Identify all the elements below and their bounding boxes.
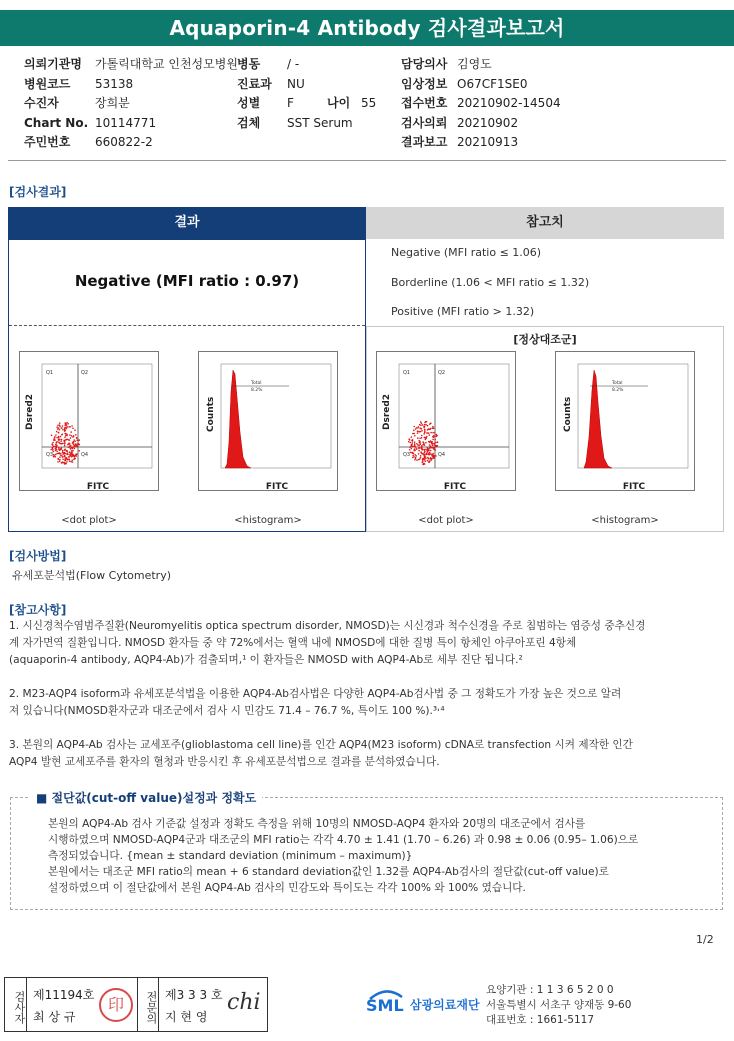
recipient-label: 수진자 [24,96,59,110]
hist-total: Total [612,381,623,386]
sex-value: F [287,96,294,110]
report-date-value: 20210913 [457,135,519,149]
chart-label: Chart No. [24,116,89,130]
ref-borderline: Borderline (1.06 < MFI ratio ≤ 1.32) [391,276,590,289]
scatter-cluster [50,422,80,465]
id-value: 660822-2 [95,135,153,149]
reference-column-header: 참고치 [366,207,724,239]
cutoff-line-2: 시행하였으며 NMOSD-AQP4군과 대조군의 MFI ratio는 각각 4.70 ± 1.41 (1.70 – 6.26) 과 0.98 ± 0.06 (0.95– 1.06)으로 [48,834,639,846]
cutoff-title: ■ 절단값(cut-off value)설정과 정확도 [30,789,262,806]
institution-value: 가톨릭대학교 인천성모병원 [95,57,238,71]
institution-label: 의뢰기관명 [24,57,82,71]
org-name: 삼광의료재단 [410,998,480,1012]
q2-label: Q2 [81,370,89,376]
note-3-line-2: AQP4 발현 교세포주를 환자의 혈청과 반응시킨 후 유세포분석법으로 결과를 분석하였습니다. [9,756,440,768]
control-histogram [555,351,695,491]
q4-label: Q4 [438,452,446,458]
note-3-line-1: 3. 본원의 AQP4-Ab 검사는 교세포주(glioblastoma cell line)를 인간 AQP4(M23 isoform) cDNA로 transfection 시켜 제작한 인간 [9,739,633,751]
x-axis-label: FITC [265,482,289,490]
recipient-value: 장희분 [95,96,130,110]
specialist-label: 전문의 [137,978,159,1031]
q1-label: Q1 [403,370,411,376]
control-dot-plot [376,351,516,491]
notes-body [9,618,727,771]
x-axis-label: FITC [443,482,467,490]
result-divider [9,325,365,326]
divider [8,160,726,161]
y-axis-label: Counts [563,396,573,432]
dept-value: NU [287,77,305,91]
chart-value: 10114771 [95,116,157,130]
x-axis-label: FITC [86,482,110,490]
hospital-code-value: 53138 [95,77,134,91]
examiner-id: 제11194호 [33,988,95,1002]
method-text: 유세포분석법(Flow Cytometry) [12,569,172,582]
org-phone: 대표번호 : 1661-5117 [486,1014,595,1026]
age-value: 55 [361,96,377,110]
logo-text: SML [366,996,404,1015]
ward-value: / - [287,57,300,71]
sex-label: 성별 [237,96,261,110]
hospital-code-label: 병원코드 [24,77,71,91]
note-1-line-2: 계 자가면역 질환입니다. NMOSD 환자들 중 약 72%에서는 혈액 내에 NMOSD에 대한 질병 특이 항체인 아쿠아포린 4항체 [9,637,577,649]
receipt-label: 접수번호 [401,96,448,110]
ward-label: 병동 [237,57,261,71]
seal-stamp: 印 [99,988,133,1022]
sml-logo-icon [366,987,406,1023]
report-title: Aquaporin-4 Antibody 검사결과보고서 [0,10,734,46]
specimen-label: 검체 [237,116,261,130]
normal-control-label: [정상대조군] [513,333,577,346]
q3-label: Q3 [403,452,411,458]
cutoff-line-1: 본원의 AQP4-Ab 검사 기준값 설정과 정확도 측정을 위해 10명의 NMOSD-AQP4 환자와 20명의 대조군에서 검사를 [48,818,586,830]
specialist-id: 제3 3 3 호 [165,988,223,1002]
note-2-line-2: 져 있습니다(NMOSD환자군과 대조군에서 검사 시 민감도 71.4 – 76.7 %, 특이도 100 %).³˒⁴ [9,705,445,717]
ref-positive: Positive (MFI ratio > 1.32) [391,305,535,318]
receipt-value: 20210902-14504 [457,96,561,110]
org-code: 요양기관 : 1 1 3 6 5 2 0 0 [486,984,614,996]
x-axis-label: FITC [622,482,646,490]
id-label: 주민번호 [24,135,71,149]
control-dot-caption: <dot plot> [418,515,474,526]
patient-histogram [198,351,338,491]
specimen-value: SST Serum [287,116,353,130]
control-hist-caption: <histogram> [591,515,659,526]
signature-box [4,977,268,1032]
doctor-label: 담당의사 [401,57,448,71]
cutoff-body [48,816,638,896]
org-address [486,983,631,1028]
note-2-line-1: 2. M23-AQP4 isoform과 유세포분석법을 이용한 AQP4-Ab검사법은 다양한 AQP4-Ab검사법 중 그 정확도가 가장 높은 것으로 알려 [9,688,622,700]
signature: chi [227,990,261,1015]
clinical-label: 임상정보 [401,77,448,91]
q4-label: Q4 [81,452,89,458]
patient-hist-caption: <histogram> [234,515,302,526]
hist-total: Total [251,381,262,386]
y-axis-label: Dsred2 [25,393,35,430]
age-label: 나이 [327,96,351,110]
doctor-value: 김영도 [457,57,492,71]
clinical-value: O67CF1SE0 [457,77,528,91]
q1-label: Q1 [46,370,54,376]
q2-label: Q2 [438,370,446,376]
cutoff-line-4: 본원에서는 대조군 MFI ratio의 mean + 6 standard deviation값인 1.32를 AQP4-Ab검사의 절단값(cut-off value)로 [48,866,609,878]
patient-dot-plot [19,351,159,491]
hist-pct: 8.2% [612,388,624,393]
ref-negative: Negative (MFI ratio ≤ 1.06) [391,246,542,259]
hist-pct: 8.2% [251,388,263,393]
y-axis-label: Counts [206,396,216,432]
report-date-label: 결과보고 [401,135,448,149]
y-axis-label: Dsred2 [382,393,392,430]
cutoff-line-3: 측정되었습니다. {mean ± standard deviation (minimum – maximum)} [48,850,413,862]
page-number: 1/2 [696,933,714,946]
dept-label: 진료과 [237,77,272,91]
result-column-header: 결과 [8,207,366,239]
note-1-line-3: (aquaporin-4 antibody, AQP4-Ab)가 검출되며,¹ 이 환자들은 NMOSD with AQP4-Ab로 세부 진단 됩니다.² [9,654,523,666]
examiner-name: 최 상 규 [33,1010,76,1024]
request-value: 20210902 [457,116,519,130]
notes-section-title: [참고사항] [9,603,67,617]
examiner-label: 검사자 [5,978,27,1031]
results-section-title: [검사결과] [9,185,67,199]
patient-dot-caption: <dot plot> [61,515,117,526]
scatter-cluster [408,421,439,465]
method-section-title: [검사방법] [9,549,67,563]
note-1-line-1: 1. 시신경척수염범주질환(Neuromyelitis optica spectrum disorder, NMOSD)는 시신경과 척수신경을 주로 침범하는 염증성 중추신경 [9,620,646,632]
q3-label: Q3 [46,452,54,458]
request-label: 검사의뢰 [401,116,448,130]
org-location: 서울특별시 서초구 양재동 9-60 [486,999,632,1011]
cutoff-line-5: 설정하였으며 이 절단값에서 본원 AQP4-Ab 검사의 민감도와 특이도는 각각 100% 와 100% 였습니다. [48,882,526,894]
specialist-name: 지 현 영 [165,1010,208,1024]
result-value: Negative (MFI ratio : 0.97) [74,272,300,290]
